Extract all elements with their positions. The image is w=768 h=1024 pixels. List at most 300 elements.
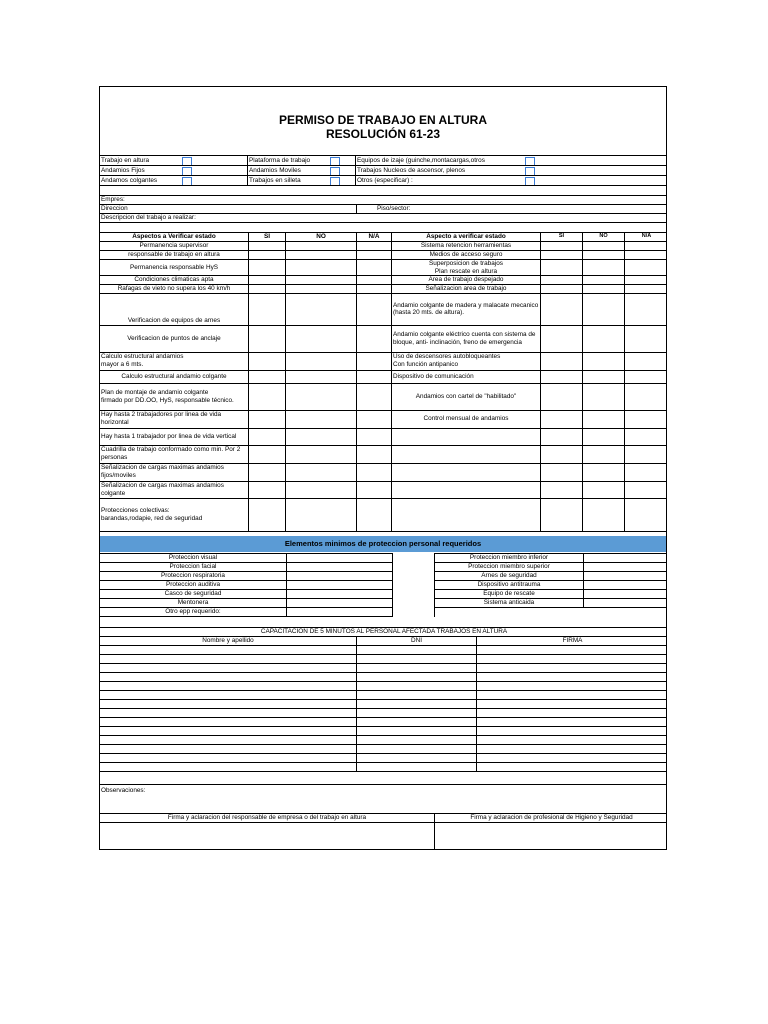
work-type-checkbox[interactable] [525,157,535,166]
na-header: N/A [625,233,668,242]
checklist-left-status-cell[interactable] [357,370,392,383]
epp-left-item: Proteccion respiratoria [100,572,287,581]
training-signature-cell[interactable] [477,682,668,691]
checklist-right-status-cell[interactable] [583,260,625,276]
checklist-left-status-cell[interactable] [249,481,286,498]
checklist-left-status-cell[interactable] [286,251,357,260]
training-dni-cell[interactable] [357,700,477,709]
checklist-right-status-cell[interactable] [541,370,583,383]
address-field[interactable]: Direccion [100,205,357,214]
work-type-checkbox[interactable] [525,177,535,186]
checklist-left-item: Permanencia responsable HyS [100,260,249,276]
work-type-checkbox[interactable] [330,167,340,176]
work-type-cell [100,156,248,166]
checklist-left-status-cell[interactable] [249,251,286,260]
training-name-cell[interactable] [100,700,357,709]
epp-right-item: Dispositivo antitrauma [435,581,584,590]
checklist-row [100,370,668,383]
checklist-left-status-cell[interactable] [286,410,357,428]
training-dni-cell[interactable] [357,718,477,727]
training-name-cell[interactable] [100,754,357,763]
observations-field[interactable]: Observaciones: [100,785,668,814]
training-signature-cell[interactable] [477,700,668,709]
checklist-left-status-cell[interactable] [249,383,286,410]
checklist-right-item: Sistema retencion herramientas [392,242,541,251]
epp-right-status-cell[interactable] [584,572,668,581]
checklist-left-item: Hay hasta 2 trabajadores por linea de vida horizontal [100,410,249,428]
checklist-left-item: Permanencia supervisor [100,242,249,251]
checklist-right-status-cell[interactable] [541,294,583,325]
checklist-right-status-cell[interactable] [541,325,583,352]
checklist-left-status-cell[interactable] [249,428,286,445]
checklist-left-status-cell[interactable] [249,242,286,251]
checklist-right-status-cell[interactable] [625,276,668,285]
work-type-label: Andamos colgantes [101,176,158,184]
training-name-cell[interactable] [100,646,357,655]
work-type-cell [100,166,248,176]
checklist-right-status-cell[interactable] [583,370,625,383]
checklist-left-item: Señalizacion de cargas maximas andamios colgante [100,481,249,498]
checklist-right-status-cell[interactable] [583,352,625,370]
checklist-right-status-cell[interactable] [625,325,668,352]
checklist-right-status-cell[interactable] [541,260,583,276]
company-field[interactable]: Empres: [100,196,668,205]
epp-left-status-cell[interactable] [287,590,393,599]
epp-right-status-cell[interactable] [584,563,668,572]
training-name-cell[interactable] [100,709,357,718]
checklist-right-status-cell[interactable] [583,481,625,498]
work-type-label: Trabajos en silleta [249,176,301,184]
checklist-left-status-cell[interactable] [249,260,286,276]
epp-row [100,608,668,617]
checklist-right-item: Andamio colgante de madera y malacate mecanico (hasta 20 mts. de altura). [392,294,541,325]
training-signature-cell[interactable] [477,646,668,655]
work-type-row [100,176,668,186]
checklist-left-status-cell[interactable] [357,260,392,276]
observations-signatures-table [99,784,667,850]
epp-table [99,553,667,617]
epp-right-item: Sistema anticaida [435,599,584,608]
training-name-cell[interactable] [100,727,357,736]
work-type-label: Otros (especificar) : [357,176,413,184]
training-signature-cell[interactable] [477,727,668,736]
training-name-cell[interactable] [100,664,357,673]
checklist-right-item: Medios de acceso seguro [392,251,541,260]
training-dni-cell[interactable] [357,754,477,763]
checklist-left-status-cell[interactable] [249,352,286,370]
training-dni-cell[interactable] [357,664,477,673]
checklist-row [100,251,668,260]
checklist-right-item: Area de trabajo despejado [392,276,541,285]
checklist-right-status-cell[interactable] [541,498,583,531]
checklist-right-status-cell[interactable] [625,410,668,428]
work-type-label: Plataforma de trabajo [249,156,311,164]
epp-left-item: Proteccion auditiva [100,581,287,590]
epp-left-item: Proteccion visual [100,554,287,563]
training-dni-cell[interactable] [357,727,477,736]
checklist-left-status-cell[interactable] [286,498,357,531]
training-row [100,673,668,682]
checklist-right-status-cell[interactable] [625,260,668,276]
checklist-right-status-cell[interactable] [583,428,625,445]
checklist-left-status-cell[interactable] [249,410,286,428]
epp-right-item: Equipo de rescate [435,590,584,599]
epp-left-item: Mentonera [100,599,287,608]
epp-empty-cell [435,608,584,617]
epp-spacer [393,572,435,581]
hs-signature-label: Firma y aclaracion de profesional de Higieno y Seguridad [435,814,668,823]
checklist-left-status-cell[interactable] [286,242,357,251]
checklist-row [100,463,668,481]
checklist-left-status-cell[interactable] [286,428,357,445]
checklist-right-status-cell[interactable] [583,410,625,428]
training-row [100,655,668,664]
checklist-right-status-cell[interactable] [583,498,625,531]
checklist-row [100,242,668,251]
checklist-right-status-cell[interactable] [541,383,583,410]
checklist-right-item [392,481,541,498]
checklist-right-status-cell[interactable] [541,481,583,498]
checklist-right-status-cell[interactable] [625,294,668,325]
training-row [100,664,668,673]
training-dni-cell[interactable] [357,736,477,745]
checklist-left-status-cell[interactable] [286,260,357,276]
checklist-left-status-cell[interactable] [357,325,392,352]
epp-spacer [393,599,435,608]
checklist-left-item: Verificacion de equipos de arnes [100,294,249,325]
checklist-left-item: Rafagas de vieto no supera los 40 km/h [100,285,249,294]
checklist-row [100,445,668,463]
checklist-left-status-cell[interactable] [249,445,286,463]
training-name-cell[interactable] [100,655,357,664]
checklist-left-item: Señalizacion de cargas maximas andamios fijos/moviles [100,463,249,481]
epp-spacer [393,581,435,590]
checklist-left-item: Condiciones climaticas apta [100,276,249,285]
work-permit-form [99,86,667,850]
work-type-checkbox[interactable] [330,157,340,166]
checklist-left-item: Hay hasta 1 trabajador por linea de vida vertical [100,428,249,445]
checklist-right-status-cell[interactable] [625,285,668,294]
checklist-right-item [392,445,541,463]
checklist-left-item: Verificacion de puntos de anclaje [100,325,249,352]
checklist-right-item [392,463,541,481]
epp-right-item: Proteccion miembro inferior [435,554,584,563]
training-dni-cell[interactable] [357,745,477,754]
work-type-cell [248,176,356,186]
job-description-field[interactable]: Descripcion del trabajo a realizar: [100,214,668,223]
hs-signature-box[interactable] [435,823,668,850]
checklist-right-status-cell[interactable] [541,428,583,445]
checklist-right-status-cell[interactable] [541,276,583,285]
epp-left-item: Casco de seguridad [100,590,287,599]
checklist-left-status-cell[interactable] [249,294,286,325]
checklist-right-item [392,428,541,445]
si-header: SI [249,233,286,242]
training-signature-cell[interactable] [477,763,668,772]
checklist-right-status-cell[interactable] [583,445,625,463]
checklist-row [100,410,668,428]
epp-spacer [393,563,435,572]
checklist-right-item: Dispositivo de comunicación [392,370,541,383]
epp-right-status-cell[interactable] [584,554,668,563]
training-row [100,682,668,691]
training-row [100,700,668,709]
checklist-left-status-cell[interactable] [286,294,357,325]
checklist-left-status-cell[interactable] [249,463,286,481]
training-signature-cell[interactable] [477,691,668,700]
checklist-row [100,285,668,294]
epp-left-status-cell[interactable] [287,554,393,563]
checklist-right-status-cell[interactable] [583,325,625,352]
na-header: N/A [357,233,392,242]
checklist-row [100,294,668,325]
checklist-left-status-cell[interactable] [357,294,392,325]
checklist-row [100,260,668,276]
checklist-right-status-cell[interactable] [541,463,583,481]
work-type-label: Trabajos Nucleos de ascensor, plenos [357,166,466,174]
work-type-label: Andamios Fijos [101,166,145,174]
checklist-right-status-cell[interactable] [583,276,625,285]
checklist-right-status-cell[interactable] [541,285,583,294]
dni-column-header: DNI [357,637,477,646]
training-signature-cell[interactable] [477,664,668,673]
checklist-right-status-cell[interactable] [625,445,668,463]
checklist-left-status-cell[interactable] [249,498,286,531]
training-table [99,627,667,772]
work-type-cell [248,166,356,176]
training-row [100,718,668,727]
training-dni-cell[interactable] [357,673,477,682]
epp-right-item: Arnes de seguridad [435,572,584,581]
training-dni-cell[interactable] [357,691,477,700]
checklist-right-item: Señalizacion area de trabajo [392,285,541,294]
training-name-cell[interactable] [100,745,357,754]
training-dni-cell[interactable] [357,655,477,664]
checklist-left-item: Plan de montaje de andamio colgante firmado por DD.OO, HyS, responsable técnico. [100,383,249,410]
si-header: SI [541,233,583,242]
checklist-left-status-cell[interactable] [249,285,286,294]
checklist-row [100,498,668,531]
checklist-left-status-cell[interactable] [357,445,392,463]
checklist-left-status-cell[interactable] [357,463,392,481]
training-name-cell[interactable] [100,736,357,745]
checklist-left-header: Aspectos a Verificar estado [100,233,249,242]
training-name-cell[interactable] [100,718,357,727]
epp-left-item: Otro epp requerido: [100,608,287,617]
checklist-left-item: Calculo estructural andamio colgante [100,370,249,383]
training-name-cell[interactable] [100,682,357,691]
work-type-cell [356,156,668,166]
work-type-label: Trabajo en altura [101,156,150,164]
work-type-checkbox[interactable] [182,157,192,166]
training-header: CAPACITACION DE 5 MINUTOS AL PERSONAL AFECTADA TRABAJOS EN ALTURA [100,628,668,637]
checklist-right-status-cell[interactable] [625,352,668,370]
training-dni-cell[interactable] [357,682,477,691]
company-info-table [99,195,667,223]
training-signature-cell[interactable] [477,745,668,754]
epp-right-status-cell[interactable] [584,581,668,590]
training-dni-cell[interactable] [357,646,477,655]
checklist-left-item: Protecciones colectivas: barandas,rodapie, red de seguridad [100,498,249,531]
page-title: PERMISO DE TRABAJO EN ALTURA [278,113,487,127]
checklist-right-header: Aspecto a verificar estado [392,233,541,242]
training-signature-cell[interactable] [477,709,668,718]
work-type-checkbox[interactable] [525,167,535,176]
no-header: NO [286,233,357,242]
checklist-left-status-cell[interactable] [286,285,357,294]
training-row [100,745,668,754]
checklist-row [100,352,668,370]
checklist-right-status-cell[interactable] [583,251,625,260]
checklist-right-status-cell[interactable] [541,410,583,428]
checklist-right-status-cell[interactable] [583,294,625,325]
checklist-right-status-cell[interactable] [625,383,668,410]
checklist-row [100,276,668,285]
training-row [100,736,668,745]
work-type-cell [356,176,668,186]
checklist-left-status-cell[interactable] [357,251,392,260]
epp-left-status-cell[interactable] [287,563,393,572]
epp-right-status-cell[interactable] [584,599,668,608]
checklist-left-status-cell[interactable] [357,481,392,498]
checklist-right-item: Control mensual de andamios [392,410,541,428]
checklist-left-status-cell[interactable] [286,481,357,498]
work-type-row [100,166,668,176]
checklist-left-status-cell[interactable] [249,325,286,352]
checklist-right-status-cell[interactable] [583,242,625,251]
training-signature-cell[interactable] [477,718,668,727]
checklist-left-status-cell[interactable] [286,445,357,463]
work-type-label: Andamios Moviles [249,166,301,174]
checklist-right-item: Andamios con cartel de "habilitado" [392,383,541,410]
checklist-right-status-cell[interactable] [625,370,668,383]
work-type-row [100,156,668,166]
checklist-left-status-cell[interactable] [357,352,392,370]
training-signature-cell[interactable] [477,655,668,664]
training-row [100,691,668,700]
checklist-right-status-cell[interactable] [541,445,583,463]
checklist-left-status-cell[interactable] [357,285,392,294]
name-column-header: Nombre y apellido [100,637,357,646]
work-type-label: Equipos de izaje (guinche,montacargas,otros [357,156,485,164]
checklist-right-status-cell[interactable] [625,428,668,445]
page-subtitle: RESOLUCIÓN 61-23 [325,127,441,141]
work-type-cell [248,156,356,166]
training-signature-cell[interactable] [477,754,668,763]
work-type-checkbox[interactable] [182,167,192,176]
epp-left-item: Proteccion facial [100,563,287,572]
training-row [100,709,668,718]
work-type-cell [356,166,668,176]
checklist-right-item: Andamio colgante eléctrico cuenta con sistema de bloque, anti- inclinación, freno de emergencia [392,325,541,352]
training-name-cell[interactable] [100,763,357,772]
no-header: NO [583,233,625,242]
checklist-left-status-cell[interactable] [286,383,357,410]
work-type-checkbox[interactable] [330,177,340,186]
checklist-left-item: responsable de trabajo en altura [100,251,249,260]
checklist-left-status-cell[interactable] [286,325,357,352]
epp-left-status-cell[interactable] [287,572,393,581]
checklist-right-status-cell[interactable] [625,463,668,481]
checklist-left-status-cell[interactable] [357,242,392,251]
checklist-right-status-cell[interactable] [541,242,583,251]
epp-empty-cell [584,608,668,617]
checklist-left-status-cell[interactable] [286,370,357,383]
checklist-left-status-cell[interactable] [357,428,392,445]
checklist-table [99,232,667,532]
epp-left-status-cell[interactable] [287,599,393,608]
training-row [100,763,668,772]
checklist-right-item: Uso de descensores autobloqueantes Con función antipanico [392,352,541,370]
checklist-left-status-cell[interactable] [249,276,286,285]
training-signature-cell[interactable] [477,736,668,745]
checklist-row [100,325,668,352]
checklist-row [100,428,668,445]
training-row [100,754,668,763]
epp-row [100,599,668,608]
training-name-cell[interactable] [100,691,357,700]
checklist-right-item [392,498,541,531]
epp-row [100,572,668,581]
epp-right-status-cell[interactable] [584,590,668,599]
epp-row [100,590,668,599]
work-type-checkbox[interactable] [182,177,192,186]
checklist-row [100,481,668,498]
training-dni-cell[interactable] [357,709,477,718]
checklist-left-status-cell[interactable] [286,463,357,481]
checklist-left-item: Calculo estructural andamios mayor a 6 mts. [100,352,249,370]
training-row [100,727,668,736]
checklist-left-item: Cuadrilla de trabajo conformado como min. Por 2 personas [100,445,249,463]
checklist-right-status-cell[interactable] [625,481,668,498]
epp-section-header: Elementos minimos de proteccion personal requeridos [100,536,666,552]
epp-row [100,554,668,563]
company-signature-box[interactable] [100,823,435,850]
checklist-left-status-cell[interactable] [286,352,357,370]
epp-spacer [393,590,435,599]
epp-right-item: Proteccion miembro superior [435,563,584,572]
work-type-table [99,155,667,186]
checklist-right-status-cell[interactable] [541,251,583,260]
checklist-row [100,383,668,410]
work-type-cell [100,176,248,186]
checklist-left-status-cell[interactable] [249,370,286,383]
company-signature-label: Firma y aclaracion del responsable de empresa o del trabajo en altura [100,814,435,823]
checklist-left-status-cell[interactable] [357,410,392,428]
signature-column-header: FIRMA [477,637,668,646]
checklist-right-status-cell[interactable] [583,463,625,481]
checklist-right-status-cell[interactable] [625,498,668,531]
training-dni-cell[interactable] [357,763,477,772]
checklist-right-status-cell[interactable] [583,285,625,294]
epp-row [100,581,668,590]
checklist-left-status-cell[interactable] [286,276,357,285]
training-name-cell[interactable] [100,673,357,682]
epp-left-status-cell[interactable] [287,608,393,617]
epp-spacer [393,608,435,617]
checklist-right-status-cell[interactable] [541,352,583,370]
checklist-left-status-cell[interactable] [357,498,392,531]
training-signature-cell[interactable] [477,673,668,682]
checklist-left-status-cell[interactable] [357,383,392,410]
checklist-right-status-cell[interactable] [625,242,668,251]
checklist-right-status-cell[interactable] [625,251,668,260]
checklist-right-status-cell[interactable] [583,383,625,410]
epp-left-status-cell[interactable] [287,581,393,590]
floor-sector-field[interactable]: Piso/sector: [357,205,668,214]
epp-row [100,563,668,572]
checklist-left-status-cell[interactable] [357,276,392,285]
